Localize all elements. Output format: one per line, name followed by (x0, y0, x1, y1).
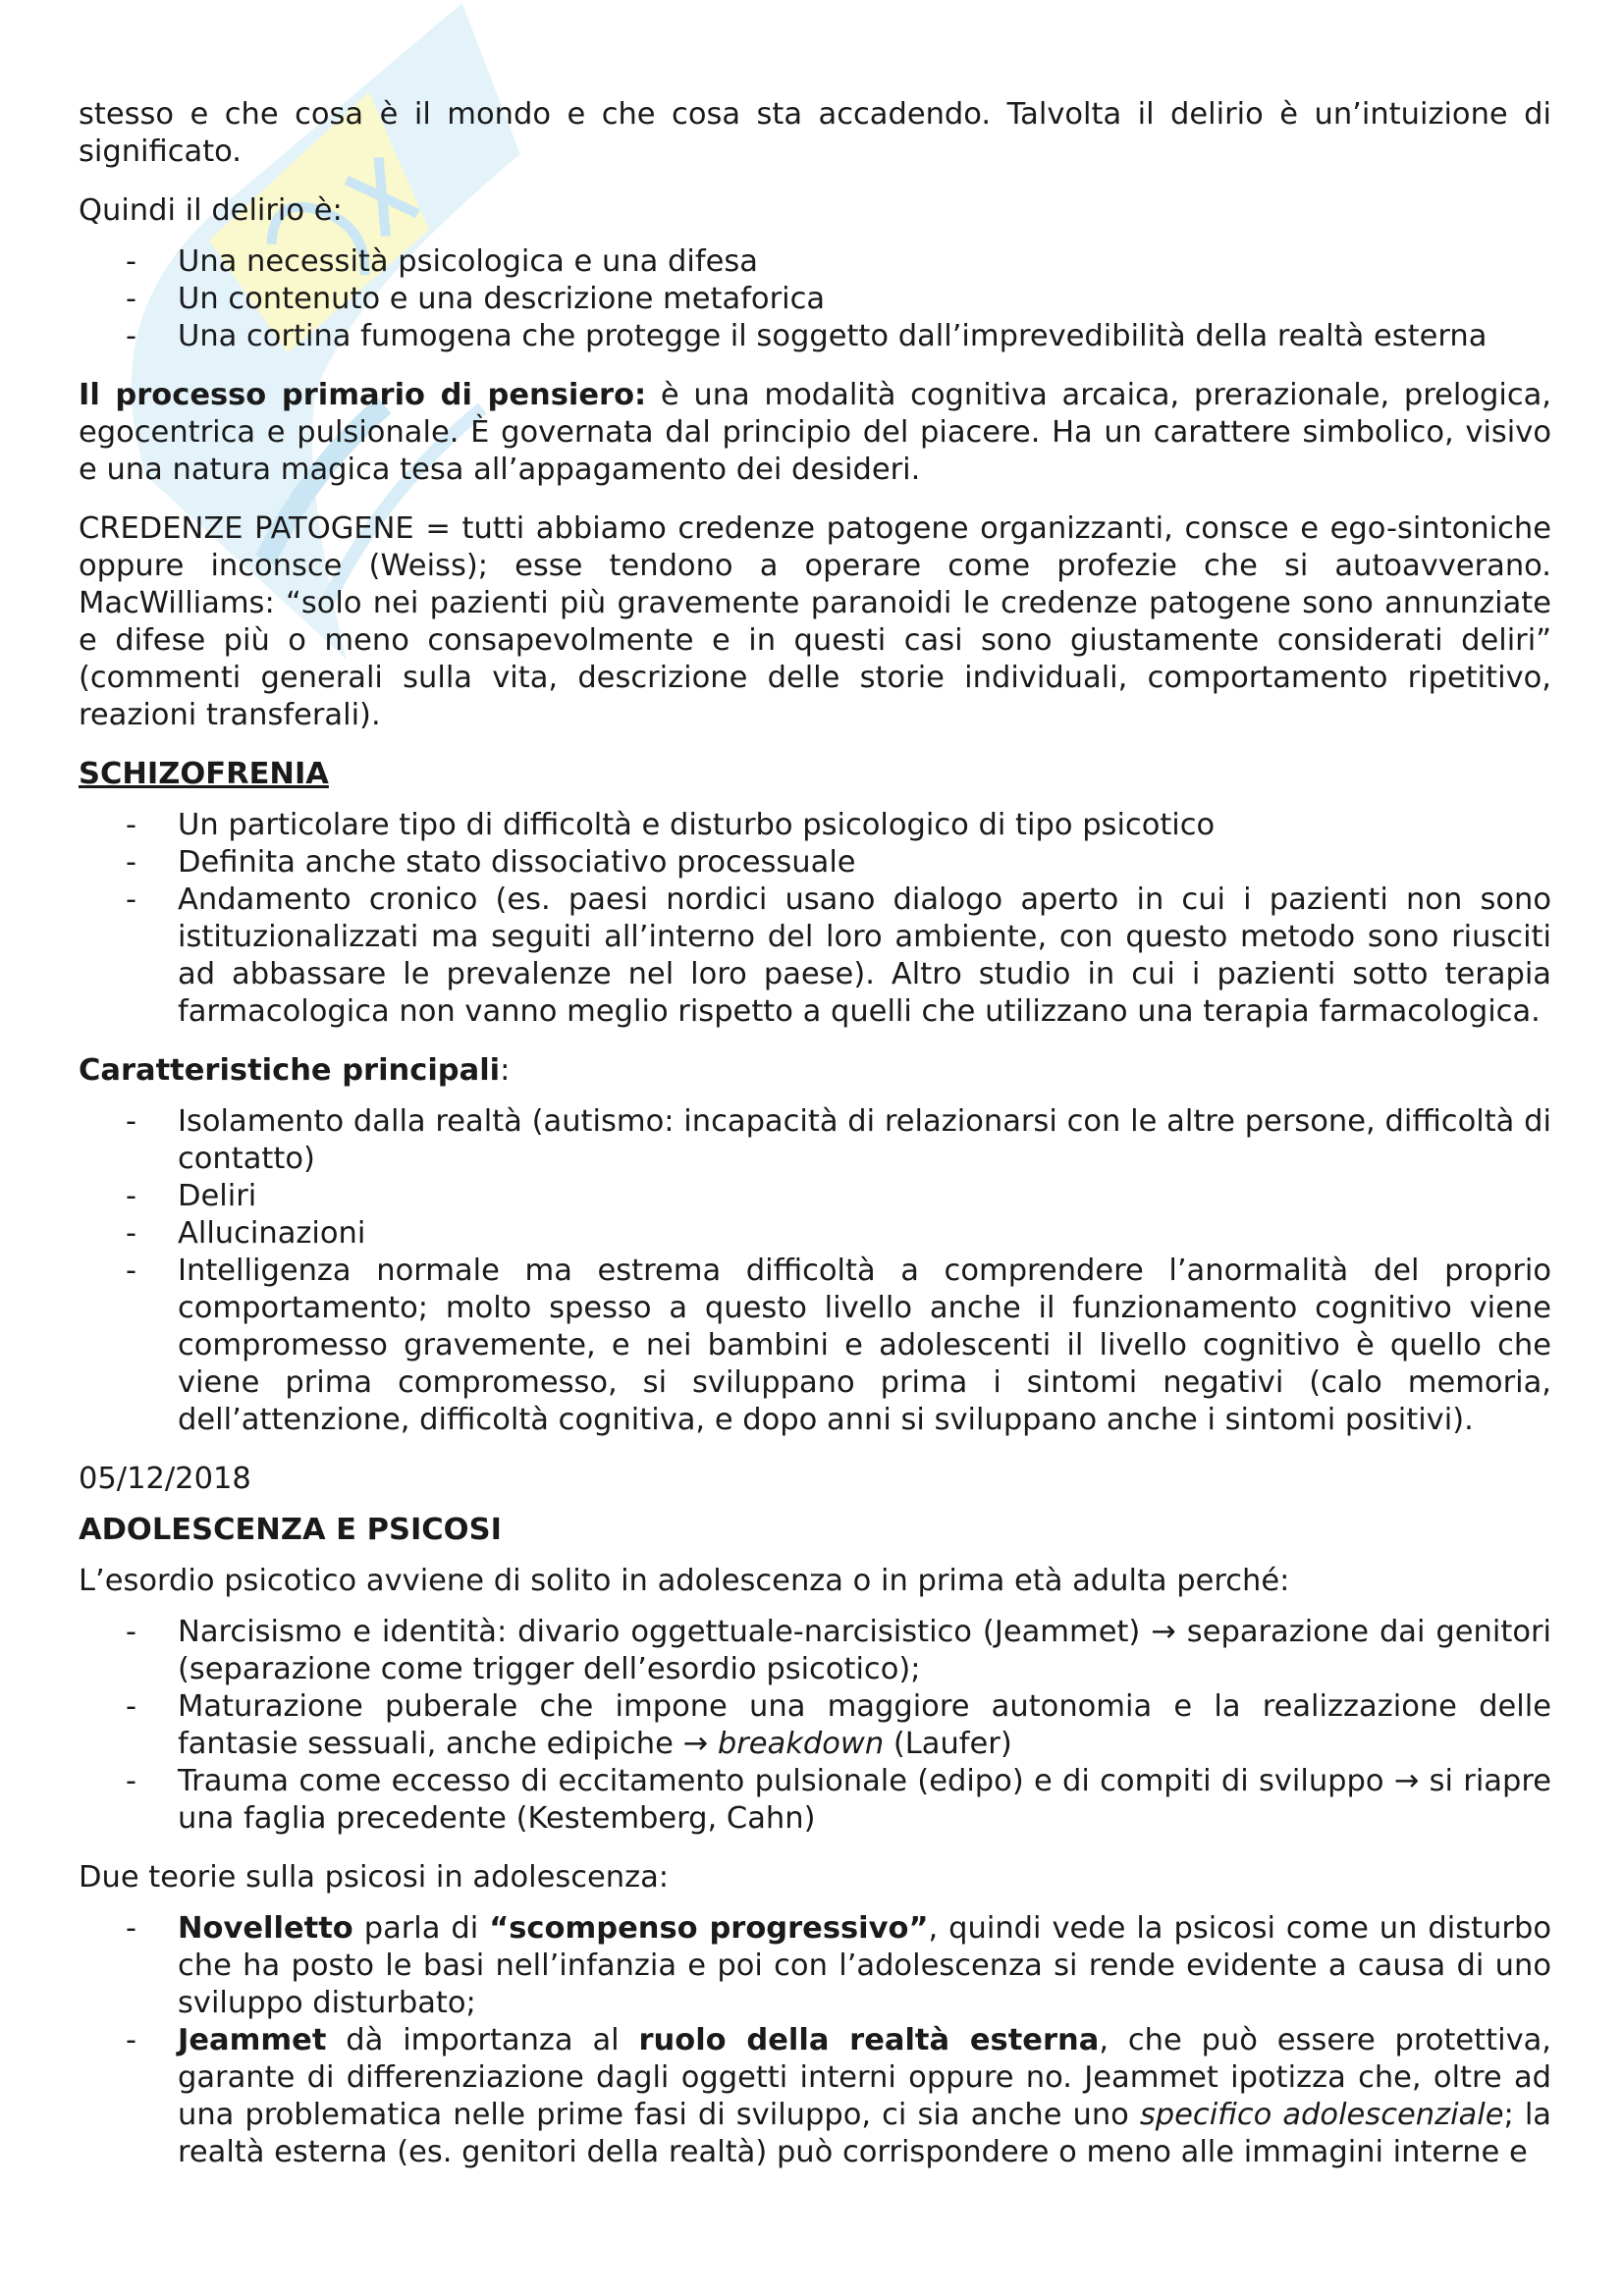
list-schizofrenia (79, 807, 1551, 1031)
list-teorie (79, 1910, 1551, 2171)
heading-adolescenza: ADOLESCENZA E PSICOSI (79, 1513, 502, 1547)
paragraph-processo-primario: Il processo primario di pensiero: è una modalità cognitiva arcaica, prerazionale, prelogica, egocentrica e pulsionale. È governata dal principio del piacere. Ha un carattere simbolico, visivo e una natura magica tesa all’appagamento dei desideri. (79, 378, 1551, 487)
list-item: - Un contenuto e una descrizione metaforica (126, 282, 826, 316)
list-item: - Isolamento dalla realtà (autismo: incapacità di relazionarsi con le altre persone, difficoltà di contatto) (126, 1104, 1551, 1176)
paragraph-intro: stesso e che cosa è il mondo e che cosa sta accadendo. Talvolta il delirio è un’intuizione di significato. (79, 97, 1551, 169)
list-item: - Trauma come eccesso di eccitamento pulsionale (edipo) e di compiti di sviluppo → si riapre una faglia precedente (Kestemberg, Cahn) (126, 1764, 1551, 1836)
list-item: - Deliri (126, 1179, 257, 1213)
date: 05/12/2018 (79, 1462, 251, 1496)
list-item: - Jeammet dà importanza al ruolo della realtà esterna, che può essere protettiva, garante di differenziazione dagli oggetti interni oppure no. Jeammet ipotizza che, oltre ad una problematica nelle prime fasi di sviluppo, ci sia anche uno specifico adolescenziale; la realtà esterna (es. genitori della realtà) può corrispondere o meno alle immagini interne e (126, 2023, 1552, 2169)
list-item: - Un particolare tipo di difficoltà e disturbo psicologico di tipo psicotico (126, 808, 1216, 842)
list-esordio (79, 1614, 1551, 1838)
list-item: - Una cortina fumogena che protegge il soggetto dall’imprevedibilità della realtà esterna (126, 319, 1488, 353)
list-delirio (79, 243, 1551, 355)
list-item: - Una necessità psicologica e una difesa (126, 244, 758, 279)
document-page (79, 96, 1551, 2193)
paragraph-credenze: CREDENZE PATOGENE = tutti abbiamo credenze patogene organizzanti, consce e ego-sintoniche oppure inconsce (Weiss); esse tendono a operare come profezie che si autoavverano. MacWilliams: “solo nei pazienti più gravemente paranoidi le credenze patogene sono annunziate e difese più o meno consapevolmente e in questi casi sono giustamente considerati deliri” (commenti generali sulla vita, descrizione delle storie individuali, comportamento ripetitivo, reazioni transferali). (79, 511, 1551, 732)
paragraph-esordio: L’esordio psicotico avviene di solito in adolescenza o in prima età adulta perché: (79, 1564, 1290, 1598)
heading-schizofrenia: SCHIZOFRENIA (79, 757, 329, 791)
heading-caratteristiche: Caratteristiche principali: (79, 1053, 511, 1088)
list-item: - Allucinazioni (126, 1216, 366, 1251)
paragraph-delirio: Quindi il delirio è: (79, 193, 343, 228)
list-caratteristiche (79, 1103, 1551, 1439)
paragraph-teorie: Due teorie sulla psicosi in adolescenza: (79, 1860, 670, 1895)
list-item: - Intelligenza normale ma estrema difficoltà a comprendere l’anormalità del proprio comportamento; molto spesso a questo livello anche il funzionamento cognitivo viene compromesso gravemente, e nei bambini e adolescenti il livello cognitivo è quello che viene prima compromesso, si sviluppano prima i sintomi negativi (calo memoria, dell’attenzione, difficoltà cognitiva, e dopo anni si sviluppano anche i sintomi positivi). (126, 1254, 1551, 1437)
list-item: - Andamento cronico (es. paesi nordici usano dialogo aperto in cui i pazienti non sono istituzionalizzati ma seguiti all’interno del loro ambiente, con questo metodo sono riusciti ad abbassare le prevalenze nel loro paese). Altro studio in cui i pazienti sotto terapia farmacologica non vanno meglio rispetto a quelli che utilizzano una terapia farmacologica. (126, 882, 1551, 1029)
list-item: - Definita anche stato dissociativo processuale (126, 845, 856, 880)
list-item: - Narcisismo e identità: divario oggettuale-narcisistico (Jeammet) → separazione dai genitori (separazione come trigger dell’esordio psicotico); (126, 1615, 1551, 1686)
list-item: - Novelletto parla di “scompenso progressivo”, quindi vede la psicosi come un disturbo che ha posto le basi nell’infanzia e poi con l’adolescenza si rende evidente a causa di uno sviluppo disturbato; (126, 1911, 1551, 2020)
list-item: - Maturazione puberale che impone una maggiore autonomia e la realizzazione delle fantasie sessuali, anche edipiche → breakdown (Laufer) (126, 1689, 1551, 1761)
